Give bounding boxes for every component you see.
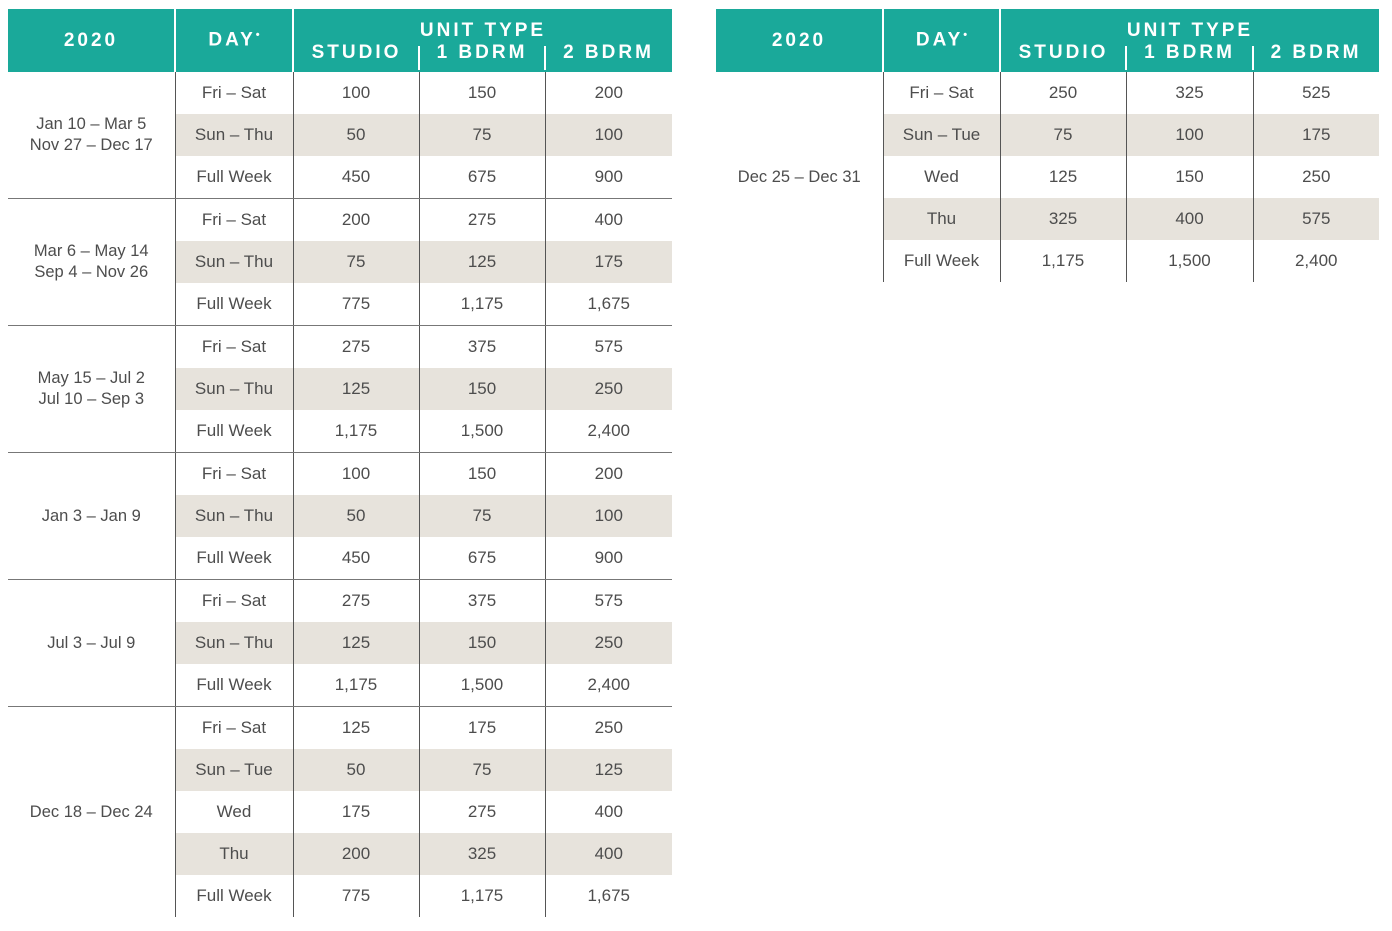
day-cell: Fri – Sat	[175, 580, 293, 623]
bdrm1-points: 75	[419, 495, 545, 537]
table-row	[8, 580, 672, 623]
header-1-bdrm: 1 BDRM	[419, 42, 545, 72]
bdrm1-points: 75	[419, 749, 545, 791]
season-line: Sep 4 – Nov 26	[34, 263, 149, 281]
season-line: May 15 – Jul 2	[37, 369, 145, 387]
studio-points: 1,175	[293, 664, 419, 707]
day-cell: Sun – Thu	[175, 368, 293, 410]
studio-points: 175	[293, 791, 419, 833]
day-cell: Fri – Sat	[175, 707, 293, 750]
bdrm1-points: 675	[419, 537, 545, 580]
bdrm2-points: 575	[545, 326, 672, 369]
studio-points: 125	[293, 707, 419, 750]
header-day-label: DAY	[915, 29, 964, 51]
day-cell: Full Week	[175, 875, 293, 917]
bdrm1-points: 1,175	[419, 875, 545, 917]
header-day	[175, 9, 293, 72]
bdrm2-points: 900	[545, 537, 672, 580]
header-studio: STUDIO	[293, 42, 419, 72]
bdrm2-points: 100	[545, 495, 672, 537]
table-row	[716, 72, 1379, 114]
day-cell: Full Week	[883, 240, 1000, 282]
table-row	[8, 707, 672, 750]
bdrm2-points: 2,400	[545, 664, 672, 707]
bdrm2-points: 525	[1253, 72, 1379, 114]
bdrm1-points: 175	[419, 707, 545, 750]
studio-points: 125	[293, 368, 419, 410]
header-year: 2020	[716, 9, 883, 72]
season-date-range	[8, 199, 175, 326]
bdrm2-points: 200	[545, 72, 672, 114]
header-2-bdrm: 2 BDRM	[1253, 42, 1379, 72]
studio-points: 75	[1000, 114, 1126, 156]
studio-points: 200	[293, 833, 419, 875]
studio-points: 125	[293, 622, 419, 664]
bdrm1-points: 100	[1126, 114, 1253, 156]
bdrm1-points: 1,500	[419, 664, 545, 707]
bdrm1-points: 75	[419, 114, 545, 156]
day-cell: Full Week	[175, 664, 293, 707]
studio-points: 50	[293, 114, 419, 156]
bdrm2-points: 400	[545, 199, 672, 242]
bdrm2-points: 125	[545, 749, 672, 791]
season-line: Jul 3 – Jul 9	[47, 633, 136, 652]
studio-points: 1,175	[293, 410, 419, 453]
season-date-range	[8, 326, 175, 453]
day-cell: Full Week	[175, 410, 293, 453]
studio-points: 775	[293, 875, 419, 917]
day-cell: Sun – Tue	[175, 749, 293, 791]
day-cell: Fri – Sat	[175, 326, 293, 369]
bdrm2-points: 575	[545, 580, 672, 623]
studio-points: 200	[293, 199, 419, 242]
points-table-right	[716, 9, 1379, 282]
day-cell: Fri – Sat	[175, 199, 293, 242]
season-line: Dec 18 – Dec 24	[29, 802, 153, 821]
season-date-range	[716, 72, 883, 282]
points-table-right-body	[716, 72, 1379, 282]
studio-points: 450	[293, 156, 419, 199]
header-studio: STUDIO	[1000, 42, 1126, 72]
season-date-range	[8, 580, 175, 707]
season-date-range	[8, 453, 175, 580]
header-unit-type: UNIT TYPE	[293, 9, 672, 42]
header-day	[883, 9, 1000, 72]
season-line: Jul 10 – Sep 3	[38, 390, 144, 408]
studio-points: 275	[293, 326, 419, 369]
studio-points: 775	[293, 283, 419, 326]
points-table-left	[8, 9, 672, 917]
season-line: Nov 27 – Dec 17	[29, 136, 153, 154]
table-row	[8, 72, 672, 114]
bdrm2-points: 400	[545, 791, 672, 833]
day-cell: Fri – Sat	[883, 72, 1000, 114]
bdrm1-points: 150	[419, 72, 545, 114]
day-cell: Thu	[883, 198, 1000, 240]
day-cell: Wed	[175, 791, 293, 833]
bdrm2-points: 2,400	[1253, 240, 1379, 282]
bdrm1-points: 675	[419, 156, 545, 199]
day-cell: Thu	[175, 833, 293, 875]
studio-points: 100	[293, 72, 419, 114]
day-cell: Full Week	[175, 283, 293, 326]
bdrm2-points: 100	[545, 114, 672, 156]
bdrm1-points: 150	[419, 368, 545, 410]
bdrm2-points: 200	[545, 453, 672, 496]
studio-points: 275	[293, 580, 419, 623]
bdrm1-points: 325	[419, 833, 545, 875]
bdrm2-points: 250	[545, 622, 672, 664]
bdrm1-points: 150	[1126, 156, 1253, 198]
season-line: Jan 10 – Mar 5	[36, 115, 147, 133]
bdrm1-points: 1,175	[419, 283, 545, 326]
bdrm2-points: 400	[545, 833, 672, 875]
bdrm1-points: 325	[1126, 72, 1253, 114]
bdrm1-points: 375	[419, 326, 545, 369]
day-cell: Sun – Tue	[883, 114, 1000, 156]
studio-points: 100	[293, 453, 419, 496]
studio-points: 50	[293, 749, 419, 791]
bdrm1-points: 275	[419, 791, 545, 833]
season-date-range	[8, 707, 175, 918]
bdrm2-points: 900	[545, 156, 672, 199]
bdrm1-points: 400	[1126, 198, 1253, 240]
bdrm1-points: 125	[419, 241, 545, 283]
season-line: Jan 3 – Jan 9	[41, 506, 141, 525]
header-day-footnote-mark: •	[963, 29, 968, 42]
bdrm2-points: 2,400	[545, 410, 672, 453]
bdrm2-points: 575	[1253, 198, 1379, 240]
day-cell: Full Week	[175, 537, 293, 580]
table-row	[8, 453, 672, 496]
day-cell: Sun – Thu	[175, 622, 293, 664]
bdrm2-points: 250	[1253, 156, 1379, 198]
studio-points: 250	[1000, 72, 1126, 114]
bdrm2-points: 175	[545, 241, 672, 283]
studio-points: 125	[1000, 156, 1126, 198]
day-cell: Wed	[883, 156, 1000, 198]
day-cell: Fri – Sat	[175, 453, 293, 496]
season-date-range	[8, 72, 175, 199]
table-row	[8, 326, 672, 369]
bdrm1-points: 1,500	[1126, 240, 1253, 282]
season-line: Dec 25 – Dec 31	[737, 167, 861, 186]
bdrm1-points: 1,500	[419, 410, 545, 453]
bdrm1-points: 275	[419, 199, 545, 242]
bdrm1-points: 150	[419, 453, 545, 496]
header-day-label: DAY	[208, 29, 256, 51]
studio-points: 1,175	[1000, 240, 1126, 282]
bdrm1-points: 150	[419, 622, 545, 664]
day-cell: Sun – Thu	[175, 495, 293, 537]
bdrm1-points: 375	[419, 580, 545, 623]
header-day-footnote-mark: •	[255, 29, 260, 42]
points-table-left-body	[8, 72, 672, 917]
header-1-bdrm: 1 BDRM	[1126, 42, 1253, 72]
header-year: 2020	[8, 9, 175, 72]
bdrm2-points: 250	[545, 368, 672, 410]
studio-points: 325	[1000, 198, 1126, 240]
header-2-bdrm: 2 BDRM	[545, 42, 672, 72]
table-row	[8, 199, 672, 242]
season-line: Mar 6 – May 14	[33, 242, 149, 260]
studio-points: 75	[293, 241, 419, 283]
bdrm2-points: 250	[545, 707, 672, 750]
bdrm2-points: 1,675	[545, 283, 672, 326]
studio-points: 450	[293, 537, 419, 580]
studio-points: 50	[293, 495, 419, 537]
bdrm2-points: 175	[1253, 114, 1379, 156]
bdrm2-points: 1,675	[545, 875, 672, 917]
day-cell: Sun – Thu	[175, 114, 293, 156]
day-cell: Full Week	[175, 156, 293, 199]
header-unit-type: UNIT TYPE	[1000, 9, 1379, 42]
day-cell: Fri – Sat	[175, 72, 293, 114]
day-cell: Sun – Thu	[175, 241, 293, 283]
